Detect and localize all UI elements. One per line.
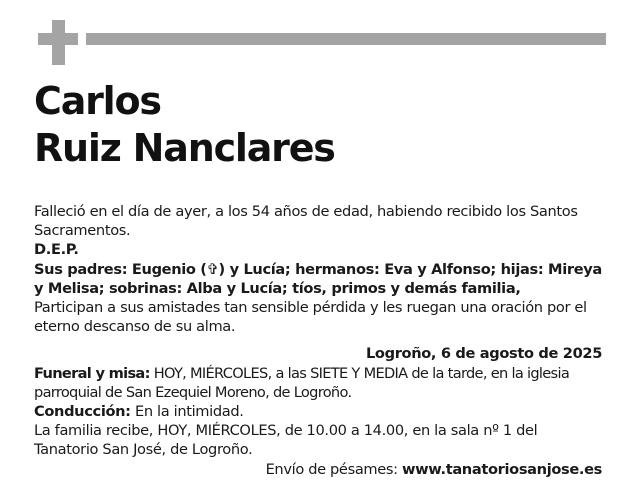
funeral-info [34, 364, 602, 402]
family-text-part2: ) y Lucía; hermanos: Eva y Alfonso; hijas: Mireya y Melisa; sobrinas: Alba y Lucía; tíos, primos y demás familia, [34, 260, 602, 297]
name-line-2: Ruiz Nanclares [34, 126, 335, 170]
obituary-body [34, 202, 602, 479]
condolences-line [34, 460, 602, 479]
name-line-1: Carlos [34, 79, 161, 123]
deceased-name [34, 78, 335, 172]
small-cross-icon: ✞ [206, 260, 219, 278]
reception-text: La familia recibe, HOY, MIÉRCOLES, de 10.00 a 14.00, en la sala nº 1 del Tanatorio San José, de Logroño. [34, 422, 538, 459]
condolences-label: Envío de pésames: [265, 460, 398, 478]
request-text: Participan a sus amistades tan sensible pérdida y les ruegan una oración por el eterno descanso de su alma. [34, 299, 587, 336]
family-text [34, 260, 602, 298]
conduccion-text: En la intimidad. [134, 403, 244, 421]
funeral-text: HOY, MIÉRCOLES, a las SIETE Y MEDIA de la tarde, en la iglesia parroquial de San Ezequiel Moreno, de Logroño. [34, 364, 570, 401]
conduccion-info [34, 402, 602, 421]
funeral-label: Funeral y misa: [34, 364, 150, 382]
place-date: Logroño, 6 de agosto de 2025 [365, 345, 602, 363]
dep-text: D.E.P. [34, 241, 79, 259]
conduccion-label: Conducción: [34, 403, 131, 421]
intro-text: Falleció en el día de ayer, a los 54 años de edad, habiendo recibido los Santos Sacramentos. [34, 203, 578, 240]
family-text-part1: Sus padres: Eugenio ( [34, 260, 207, 278]
header-rule [86, 33, 606, 45]
condolences-link[interactable]: www.tanatoriosanjose.es [402, 460, 602, 478]
